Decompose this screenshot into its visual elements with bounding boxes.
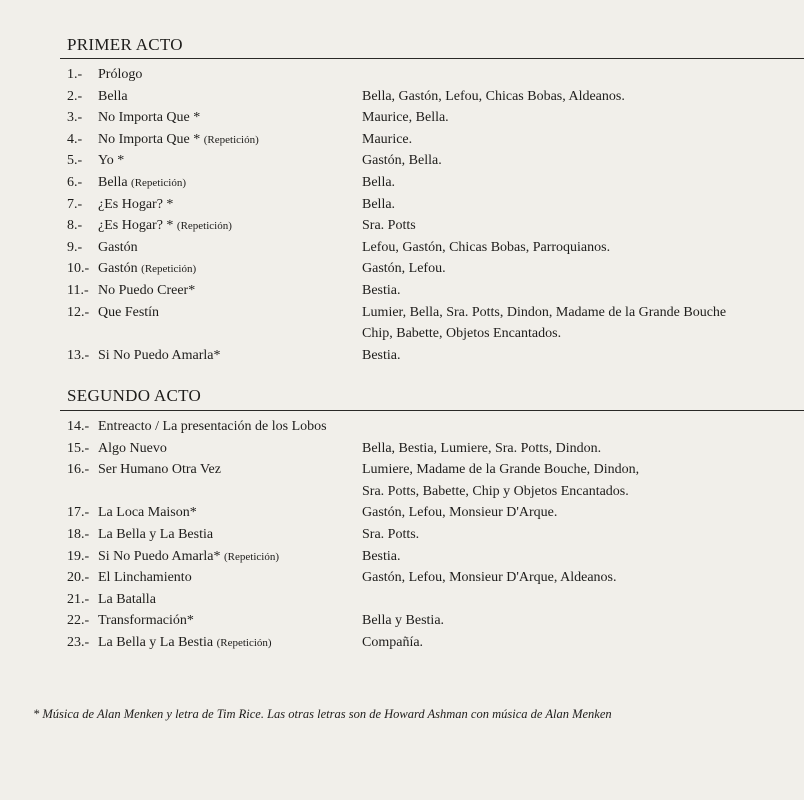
track-cast [362,107,802,129]
track-row [67,567,804,589]
cast-line: Gastón, Lefou, Monsieur D'Arque. [362,505,558,521]
track-number: 7.- [67,196,83,212]
track-title-group [98,567,192,589]
track-cast [362,258,802,280]
track-row [67,129,804,151]
track-title-group [98,150,124,172]
track-cast [362,438,802,460]
track-title: Gastón [98,239,138,255]
track-row [67,258,804,280]
track-title: Prólogo [98,67,143,82]
cast-line: Lumiere, Madame de la Grande Bouche, Dindon, [362,462,640,478]
track-title: No Puedo Creer* [98,282,196,298]
track-number: 16.- [67,462,90,478]
track-note: (Repetición) [203,133,259,146]
track-title-group [98,64,142,86]
track-title: La Loca Maison* [98,505,197,521]
cast-line: Bella, Gastón, Lefou, Chicas Bobas, Aldeanos. [362,88,625,104]
track-number: 11.- [67,282,89,298]
track-note: (Repetición) [131,176,187,189]
track-row [67,302,804,345]
track-title: Bella [98,174,128,190]
track-cast [362,502,802,524]
track-title: Transformación* [98,613,194,629]
track-cast [362,567,802,589]
track-row [67,64,804,86]
track-title-group [98,258,196,281]
track-title-group [98,610,194,632]
track-title-group [98,237,138,259]
track-title: ¿Es Hogar? * [98,218,174,234]
act-divider [60,58,804,59]
track-row [67,438,804,460]
track-title: No Importa Que * [98,110,201,126]
track-cast [362,86,802,108]
cast-line: Bestia. [362,347,401,363]
track-row [67,194,804,216]
track-cast [362,280,802,302]
track-number: 17.- [67,505,90,521]
act-title-segundo: SEGUNDO ACTO [67,386,202,405]
track-title: Yo * [98,153,125,169]
track-title: Ser Humano Otra Vez [98,462,221,478]
track-title-group [98,345,221,367]
track-row [67,86,804,108]
cast-line: Maurice, Bella. [362,110,449,126]
act-divider [60,410,804,411]
track-row [67,589,804,611]
track-title-group [98,459,221,481]
track-cast [362,524,802,546]
cast-line: Bella. [362,196,396,212]
track-title-group [98,546,279,569]
track-note: (Repetición) [224,550,279,563]
cast-line: Lefou, Gastón, Chicas Bobas, Parroquianos. [362,239,611,255]
track-cast [362,129,802,151]
track-cast [362,459,802,502]
track-number: 19.- [67,548,90,564]
track-row [67,459,804,502]
track-title-group [98,215,232,238]
track-title-group [98,86,128,108]
track-title: Gastón [98,261,138,277]
track-number: 14.- [67,419,90,434]
track-title-group [98,194,173,216]
cast-line: Sra. Potts [362,218,416,234]
track-number: 20.- [67,570,90,586]
cast-line: Bestia. [362,282,401,298]
track-row [67,502,804,524]
track-title-group [98,632,272,655]
track-row [67,524,804,546]
track-title: El Linchamiento [98,570,192,586]
track-row [67,632,804,654]
track-row [67,237,804,259]
tracklist-primer-acto [67,64,804,366]
cast-line: Sra. Potts, Babette, Chip y Objetos Encantados. [362,483,629,499]
track-row [67,107,804,129]
track-cast [362,172,802,194]
track-title: Algo Nuevo [98,440,167,456]
track-cast [362,610,802,632]
track-note: (Repetición) [141,263,197,276]
track-note: (Repetición) [216,636,272,649]
track-number: 8.- [67,218,83,234]
track-title: La Batalla [98,591,156,607]
track-title-group [98,107,200,129]
track-cast [362,215,802,237]
track-title: Si No Puedo Amarla* [98,347,221,363]
track-number: 6.- [67,174,83,190]
track-title: Entreacto / La presentación de los Lobos [98,419,327,434]
track-number: 23.- [67,634,90,650]
track-number: 2.- [67,88,83,104]
track-title: No Importa Que * [98,131,201,147]
footnote: * Música de Alan Menken y letra de Tim Rice. Las otras letras son de Howard Ashman con música de Alan Menken [33,707,612,721]
track-number: 10.- [67,261,90,277]
track-cast [362,632,802,654]
track-title-group [98,129,259,152]
track-title: Que Festín [98,304,160,320]
cast-line: Bella y Bestia. [362,613,445,629]
track-title-group [98,416,327,438]
cast-line: Bella. [362,174,396,190]
track-note: (Repetición) [176,220,232,233]
track-row [67,280,804,302]
track-cast [362,302,802,345]
track-number: 18.- [67,526,90,542]
track-number: 22.- [67,613,90,629]
cast-line: Bella, Bestia, Lumiere, Sra. Potts, Dindon. [362,440,602,456]
cast-line: Chip, Babette, Objetos Encantados. [362,326,562,342]
track-cast [362,150,802,172]
cast-line: Gastón, Bella. [362,153,442,169]
act-title-primer: PRIMER ACTO [67,35,183,54]
track-number: 1.- [67,67,83,82]
track-number: 13.- [67,347,90,363]
track-title-group [98,280,195,302]
track-row [67,345,804,367]
track-title-group [98,589,156,611]
track-title-group [98,502,197,524]
track-cast [362,194,802,216]
cast-line: Bestia. [362,548,401,564]
cast-line: Gastón, Lefou, Monsieur D'Arque, Aldeanos. [362,570,617,586]
track-number: 9.- [67,239,83,255]
cast-line: Lumier, Bella, Sra. Potts, Dindon, Madame de la Grande Bouche [362,304,727,320]
track-number: 3.- [67,110,83,126]
track-title: La Bella y La Bestia [98,526,214,542]
track-title-group [98,524,213,546]
cast-line: Maurice. [362,131,413,147]
track-number: 21.- [67,591,90,607]
track-title-group [98,302,159,324]
track-title: ¿Es Hogar? * [98,196,174,212]
track-row [67,215,804,237]
track-row [67,546,804,568]
track-number: 4.- [67,131,83,147]
track-row [67,610,804,632]
track-cast [362,546,802,568]
track-row [67,150,804,172]
track-title: Bella [98,88,128,104]
track-cast [362,345,802,367]
track-number: 5.- [67,153,83,169]
tracklist-segundo-acto [67,416,804,654]
track-title: Si No Puedo Amarla* [98,548,221,564]
track-title-group [98,172,186,195]
track-number: 15.- [67,440,90,456]
cast-line: Sra. Potts. [362,526,420,542]
cast-line: Compañía. [362,634,424,650]
track-row [67,416,804,438]
track-title: La Bella y La Bestia [98,634,214,650]
track-row [67,172,804,194]
track-title-group [98,438,167,460]
cast-line: Gastón, Lefou. [362,261,446,277]
track-number: 12.- [67,304,90,320]
track-cast [362,237,802,259]
